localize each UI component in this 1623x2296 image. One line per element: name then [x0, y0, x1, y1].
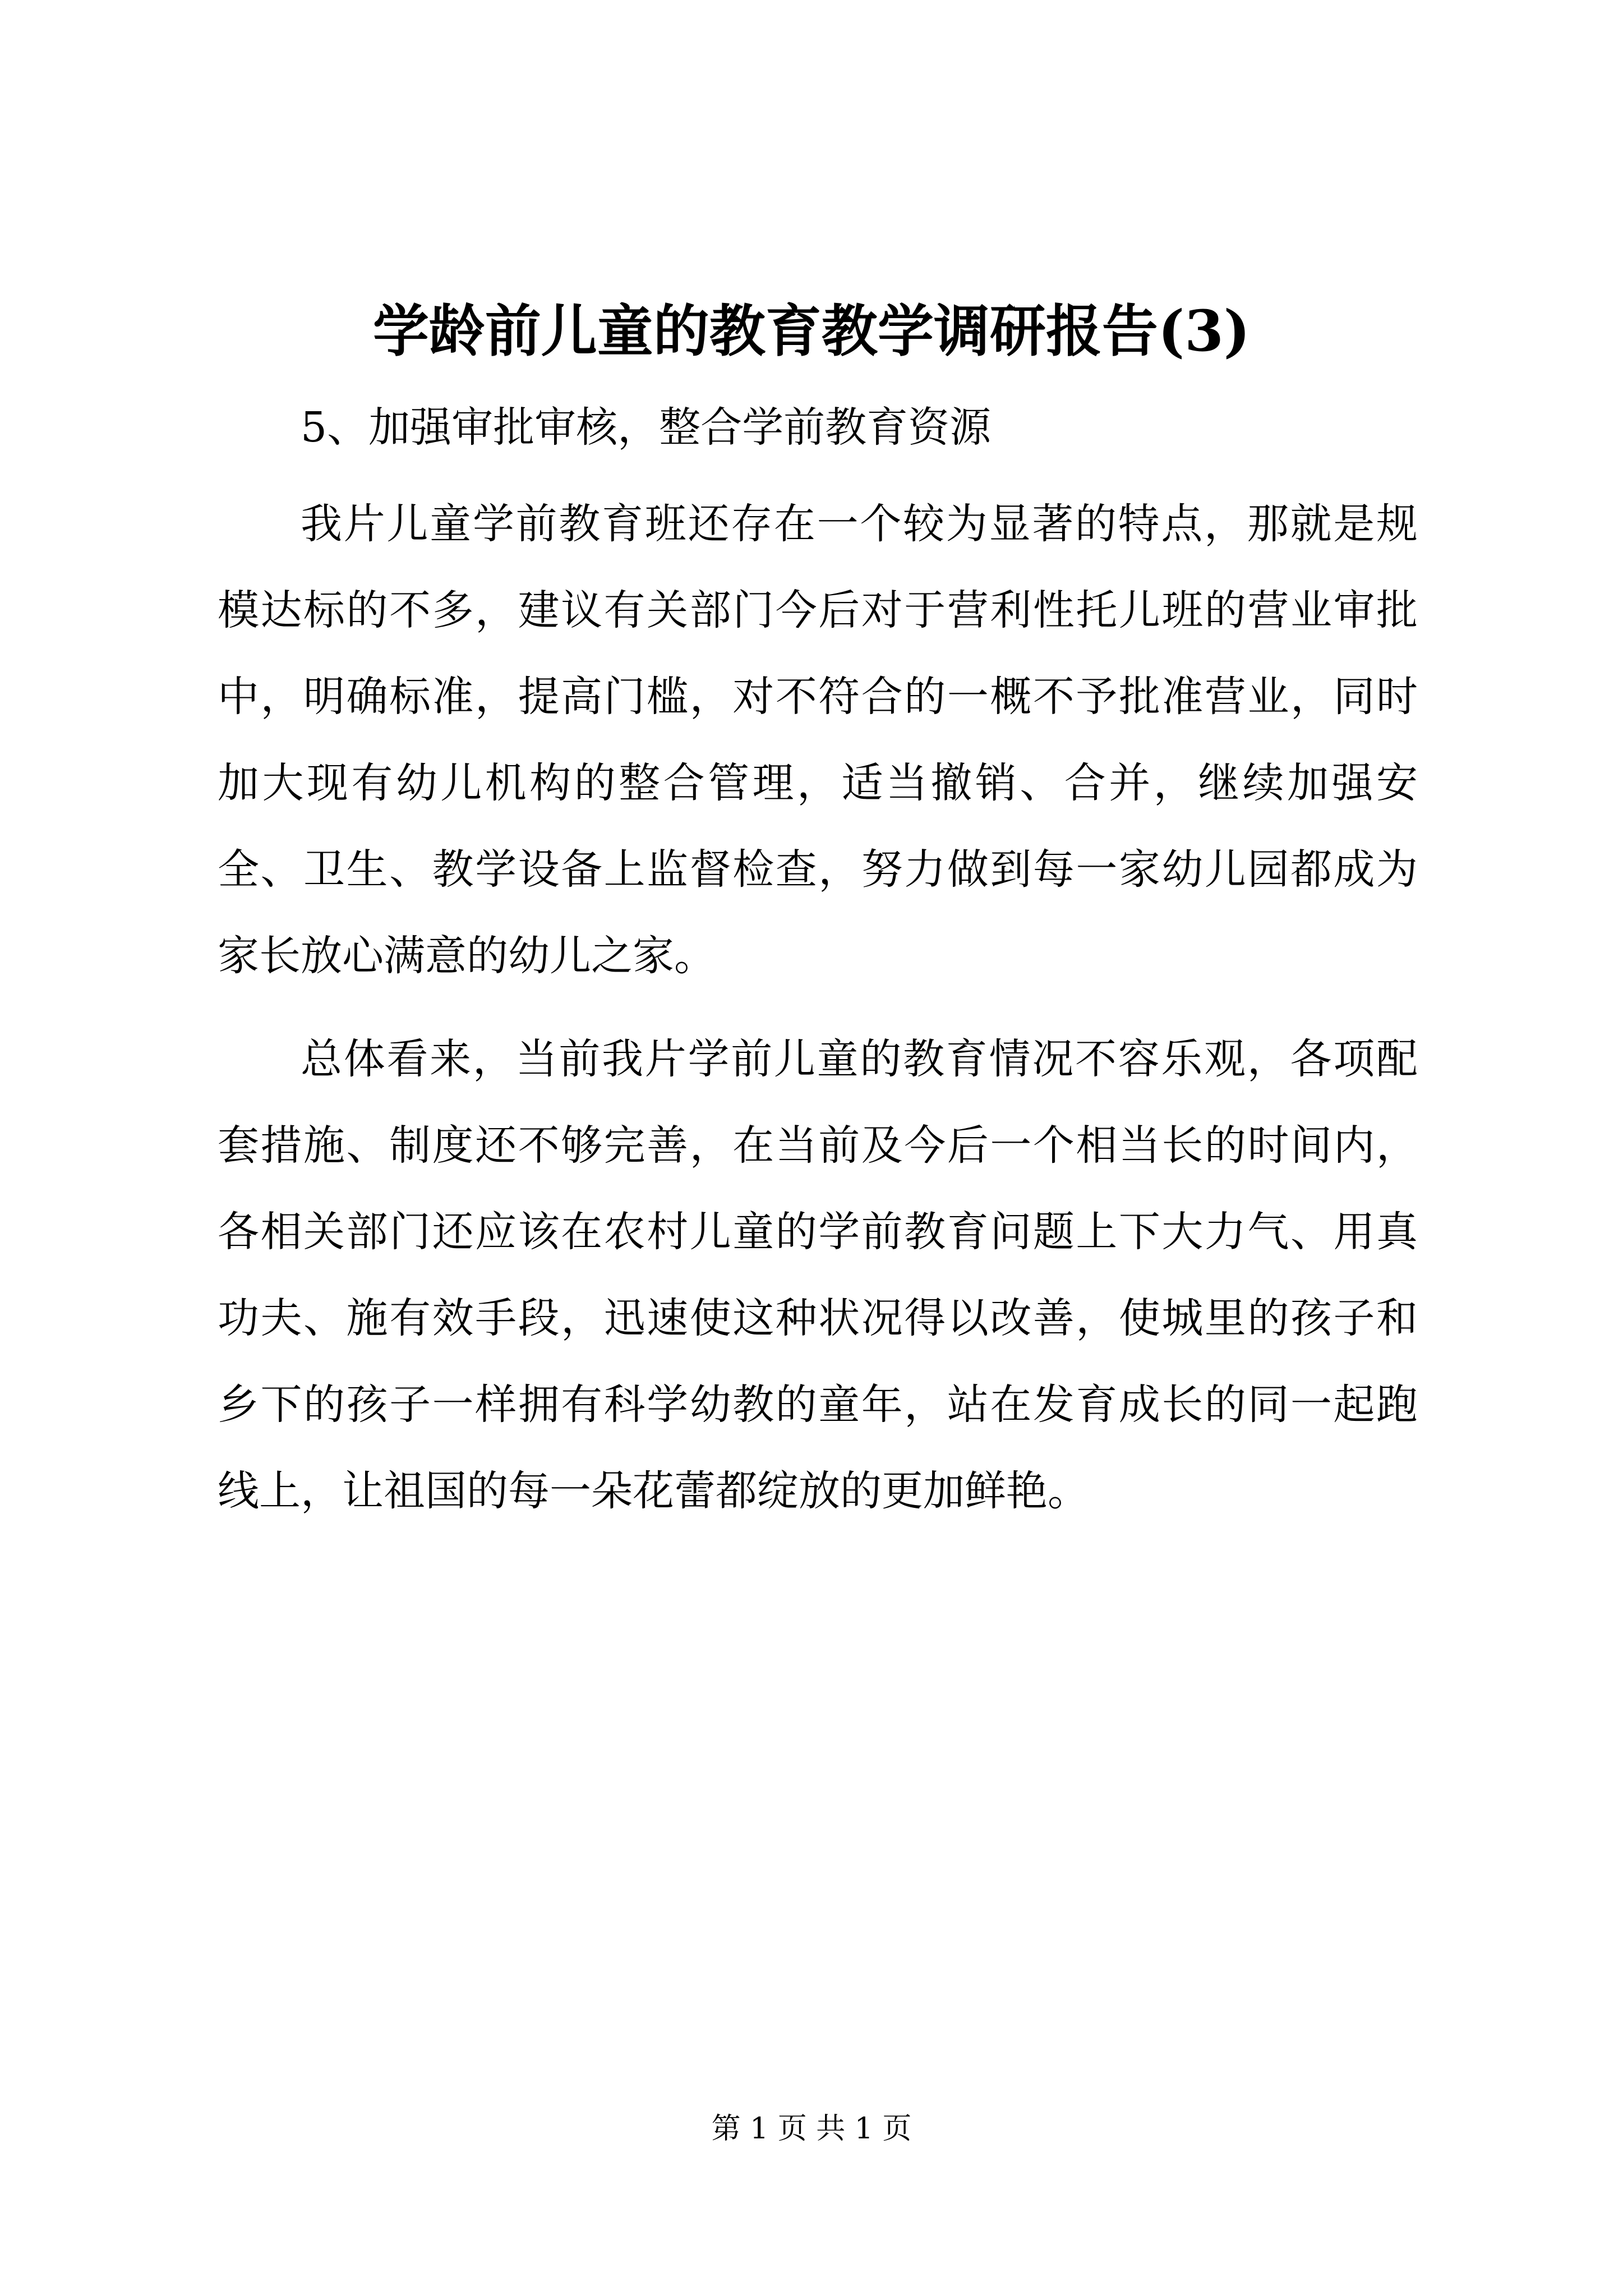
body-paragraph: 总体看来，当前我片学前儿童的教育情况不容乐观，各项配套措施、制度还不够完善，在当前及今后一个相当长的时间内，各相关部门还应该在农村儿童的学前教育问题上下大力气、用真功夫、施有效手段，迅速使这种状况得以改善，使城里的孩子和乡下的孩子一样拥有科学幼教的童年，站在发育成长的同一起跑线上，让祖国的每一朵花蕾都绽放的更加鲜艳。	[218, 1035, 1418, 1515]
document-body	[218, 384, 1418, 1534]
document-title: 学龄前儿童的教育教学调研报告(3)	[372, 298, 1251, 364]
body-paragraph: 我片儿童学前教育班还存在一个较为显著的特点，那就是规模达标的不多，建议有关部门今后对于营利性托儿班的营业审批中，明确标准，提高门槛，对不符合的一概不予批准营业，同时加大现有幼儿机构的整合管理，适当撤销、合并，继续加强安全、卫生、教学设备上监督检查，努力做到每一家幼儿园都成为家长放心满意的幼儿之家。	[218, 500, 1418, 980]
page-footer: 第 1 页 共 1 页	[711, 2112, 912, 2146]
section-heading: 5、加强审批审核，整合学前教育资源	[301, 403, 992, 452]
